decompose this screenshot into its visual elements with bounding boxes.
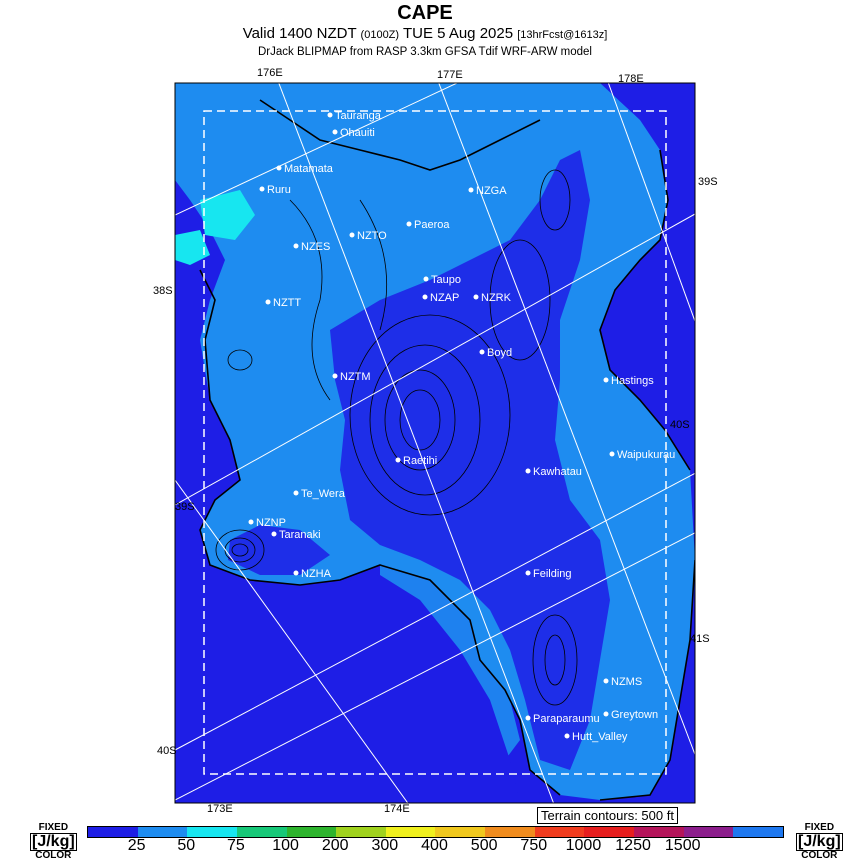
terrain-note: Terrain contours: 500 ft xyxy=(537,807,678,824)
valid-prefix: Valid 1400 NZDT xyxy=(242,25,357,42)
lat-label-39s: 39S xyxy=(698,176,718,188)
place-label: NZRK xyxy=(481,292,511,304)
color-swatch xyxy=(138,827,188,837)
color-tick-label: 200 xyxy=(321,837,349,854)
place-dot xyxy=(469,188,474,193)
place-label: Boyd xyxy=(487,347,513,359)
color-tick-label: 100 xyxy=(272,837,299,854)
color-swatch xyxy=(634,827,684,837)
place-dot xyxy=(604,712,609,717)
place-label: NZMS xyxy=(611,676,643,688)
place-label: Hastings xyxy=(611,375,654,387)
place-dot xyxy=(423,295,428,300)
place-label: Greytown xyxy=(611,709,659,721)
color-tick-label: 500 xyxy=(470,837,498,854)
place-dot xyxy=(350,233,355,238)
color-swatch xyxy=(187,827,237,837)
place-label: NZTO xyxy=(357,230,387,242)
place-label: NZNP xyxy=(256,517,286,529)
lon-label-173e: 173E xyxy=(207,803,233,815)
lat-label-left-39s: 39S xyxy=(175,501,195,513)
place-label: Taranaki xyxy=(279,529,321,541)
valid-date: TUE 5 Aug 2025 xyxy=(402,25,514,42)
place-label: NZGA xyxy=(476,185,507,197)
place-label: Raetihi xyxy=(403,455,438,467)
color-tick-label: 50 xyxy=(177,837,196,854)
place-label: Feilding xyxy=(533,568,572,580)
place-label: Ruru xyxy=(267,184,291,196)
chart-title: CAPE xyxy=(397,2,453,24)
place-label: Taupo xyxy=(431,274,461,286)
place-dot xyxy=(424,277,429,282)
color-tick-label: 400 xyxy=(421,837,448,854)
place-dot xyxy=(396,458,401,463)
lon-label-178e: 178E xyxy=(618,73,644,85)
place-dot xyxy=(407,222,412,227)
place-dot xyxy=(272,532,277,537)
place-dot xyxy=(333,130,338,135)
color-swatch xyxy=(386,827,436,837)
place-label: NZES xyxy=(301,241,331,253)
color-tick-label: 25 xyxy=(127,837,146,854)
place-dot xyxy=(565,734,570,739)
color-swatch xyxy=(88,827,138,837)
color-tick-label: 750 xyxy=(520,837,548,854)
place-label: Te_Wera xyxy=(301,488,345,500)
place-label: Matamata xyxy=(284,163,333,175)
place-label: Kawhatau xyxy=(533,466,582,478)
model-description: DrJack BLIPMAP from RASP 3.3km GFSA Tdif WRF-ARW model xyxy=(257,46,592,58)
place-dot xyxy=(333,374,338,379)
place-dot xyxy=(328,113,333,118)
legend-label-right: FIXED [J/kg] COLOR xyxy=(798,822,841,861)
color-tick-label: 300 xyxy=(371,837,399,854)
color-tick-label: 1500 xyxy=(664,837,701,854)
place-dot xyxy=(526,469,531,474)
color-tick-label: 75 xyxy=(227,837,245,854)
place-dot xyxy=(294,571,299,576)
place-dot xyxy=(526,716,531,721)
place-label: NZTM xyxy=(340,371,371,383)
lat-label-40s: 40S xyxy=(157,745,177,757)
place-dot xyxy=(610,452,615,457)
place-dot xyxy=(474,295,479,300)
utc-time: (0100Z) xyxy=(360,29,400,41)
place-dot xyxy=(277,166,282,171)
place-label: Hutt_Valley xyxy=(572,731,628,743)
place-dot xyxy=(266,300,271,305)
lon-label-174e: 174E xyxy=(384,803,410,815)
lon-label-176e: 176E xyxy=(257,67,283,79)
place-label: NZHA xyxy=(301,568,331,580)
color-tick-label: 1000 xyxy=(565,837,602,854)
place-label: Paeroa xyxy=(414,219,450,231)
place-label: Paraparaumu xyxy=(533,713,600,725)
color-swatch xyxy=(485,827,535,837)
place-dot xyxy=(604,378,609,383)
color-swatch xyxy=(435,827,485,837)
place-label: NZTT xyxy=(273,297,302,309)
place-label: Waipukurau xyxy=(617,449,676,461)
color-swatch xyxy=(584,827,634,837)
legend-label-left: FIXED [J/kg] COLOR xyxy=(32,822,75,861)
place-label: NZAP xyxy=(430,292,460,304)
color-swatch xyxy=(336,827,386,837)
place-dot xyxy=(294,244,299,249)
color-swatch xyxy=(287,827,337,837)
place-label: Ohauiti xyxy=(340,127,375,139)
place-label: Tauranga xyxy=(335,110,381,122)
lon-label-177e: 177E xyxy=(437,69,463,81)
color-swatch xyxy=(535,827,585,837)
lat-label-right-40s: 40S xyxy=(670,419,690,431)
color-swatch xyxy=(684,827,734,837)
place-dot xyxy=(260,187,265,192)
place-dot xyxy=(294,491,299,496)
map-field xyxy=(175,83,695,803)
color-swatch xyxy=(237,827,287,837)
lat-label-38s: 38S xyxy=(153,285,173,297)
color-swatch xyxy=(733,827,783,837)
place-dot xyxy=(249,520,254,525)
forecast-info: [13hrFcst@1613z] xyxy=(517,29,608,41)
place-dot xyxy=(480,350,485,355)
lat-label-41s: 41S xyxy=(690,633,710,645)
color-tick-label: 1250 xyxy=(615,837,651,854)
place-dot xyxy=(526,571,531,576)
place-dot xyxy=(604,679,609,684)
